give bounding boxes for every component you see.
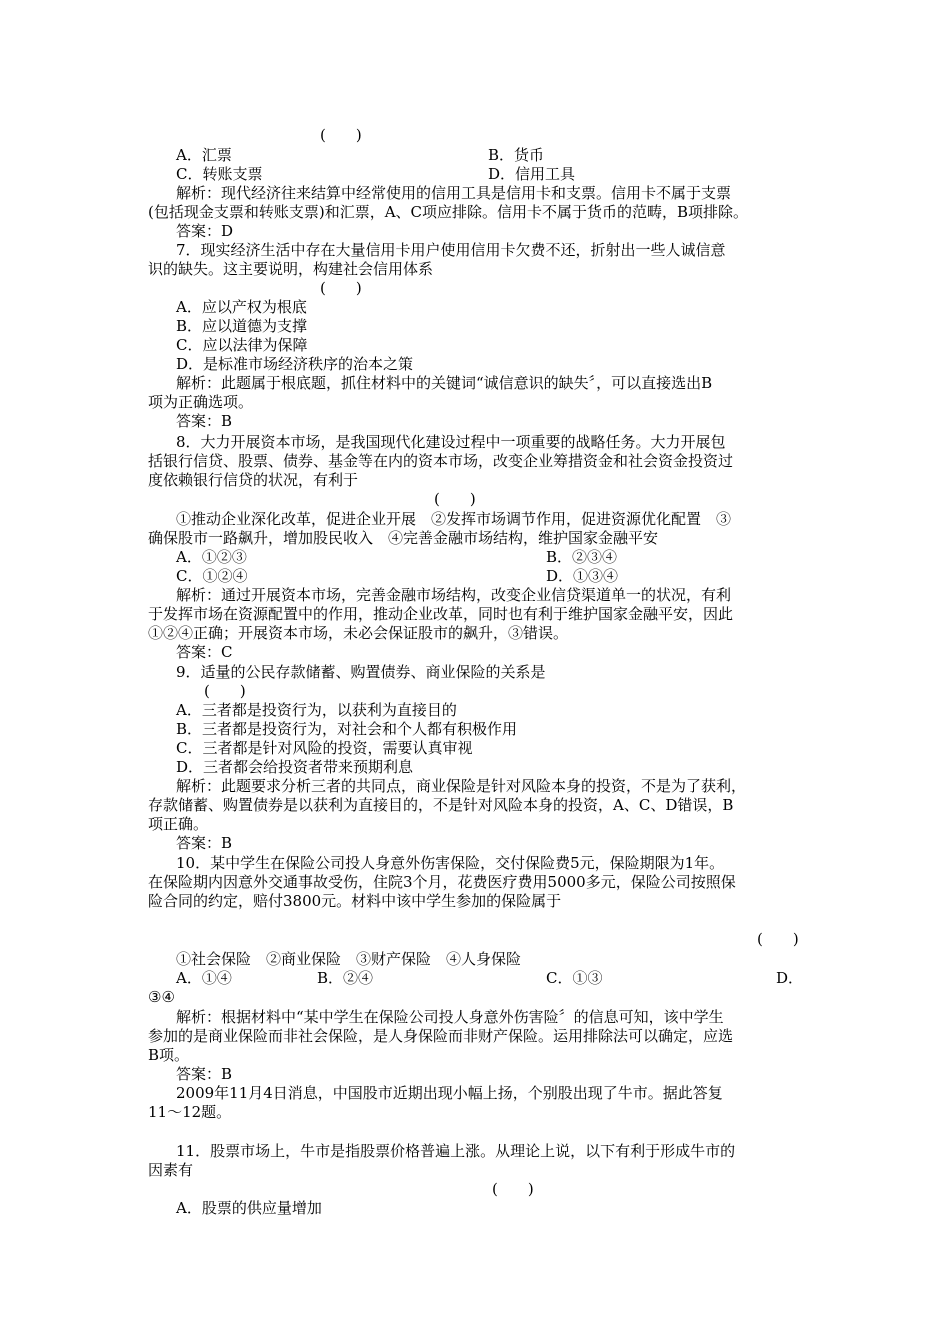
option-b: B．②④ [317, 969, 374, 987]
answer-bracket: ( ) [204, 682, 246, 700]
option-c: C．①③ [546, 969, 603, 987]
answer-bracket: ( ) [434, 490, 476, 508]
option-d: D．信用工具 [488, 165, 576, 183]
material-intro: 11～12题。 [148, 1103, 232, 1121]
question-10: 险合同的约定，赔付3800元。材料中该中学生参加的保险属于 [148, 892, 562, 910]
analysis-text: (包括现金支票和转账支票)和汇票，A、C项应排除。信用卡不属于货币的范畴，B项排除。 [148, 203, 749, 221]
option-a: A．①④ [176, 969, 232, 987]
option-a: A．汇票 [176, 146, 232, 164]
analysis-text: 项正确。 [148, 815, 209, 833]
question-8: 括银行信贷、股票、债券、基金等在内的资本市场，改变企业筹措资金和社会资金投资过 [148, 452, 734, 470]
answer-line: 答案：B [176, 834, 233, 852]
answer-line: 答案：B [176, 412, 233, 430]
answer-bracket: ( ) [492, 1180, 534, 1198]
answer-line: 答案：C [176, 643, 233, 661]
answer-bracket: ( ) [320, 126, 362, 144]
option-a: A．三者都是投资行为，以获利为直接目的 [176, 701, 457, 719]
option-b: B．应以道德为支撑 [176, 317, 308, 335]
material-intro: 2009年11月4日消息，中国股市近期出现小幅上扬，个别股出现了牛市。据此答复 [176, 1084, 723, 1102]
option-a: A．①②③ [176, 548, 247, 566]
question-9: 9．适量的公民存款储蓄、购置债券、商业保险的关系是 [176, 663, 546, 681]
question-10: 10．某中学生在保险公司投人身意外伤害保险，交付保险费5元，保险期限为1年。 [176, 854, 725, 872]
option-b: B．三者都是投资行为，对社会和个人都有积极作用 [176, 720, 518, 738]
statement-list: ①推动企业深化改革，促进企业开展 ②发挥市场调节作用，促进资源优化配置 ③ [176, 510, 732, 528]
question-8: 度依赖银行信贷的状况，有利于 [148, 471, 359, 489]
option-b: B．货币 [488, 146, 545, 164]
analysis-text: 解析：通过开展资本市场，完善金融市场结构，改变企业信贷渠道单一的状况，有利 [176, 586, 732, 604]
question-7: 7．现实经济生活中存在大量信用卡用户使用信用卡欠费不还，折射出一些人诚信意 [176, 241, 726, 259]
statement-list: ①社会保险 ②商业保险 ③财产保险 ④人身保险 [176, 950, 522, 968]
option-c: C．①②④ [176, 567, 248, 585]
option-d: D．三者都会给投资者带来预期利息 [176, 758, 414, 776]
option-d: D．①③④ [546, 567, 619, 585]
option-c: C．应以法律为保障 [176, 336, 308, 354]
analysis-text: 解析：根据材料中“某中学生在保险公司投人身意外伤害险〞的信息可知，该中学生 [176, 1008, 724, 1026]
answer-bracket: ( ) [320, 279, 362, 297]
answer-line: 答案：D [176, 222, 234, 240]
analysis-text: 解析：此题要求分析三者的共同点，商业保险是针对风险本身的投资，不是为了获利， [176, 777, 747, 795]
option-b: B．②③④ [546, 548, 618, 566]
option-d: D． [776, 969, 804, 987]
analysis-text: 存款储蓄、购置债券是以获利为直接目的，不是针对风险本身的投资，A、C、D错误，B [148, 796, 734, 814]
question-10: 在保险期内因意外交通事故受伤，住院3个月，花费医疗费用5000多元，保险公司按照保 [148, 873, 736, 891]
answer-bracket: ( ) [757, 930, 799, 948]
analysis-text: 于发挥市场在资源配置中的作用，推动企业改革，同时也有利于维护国家金融平安，因此 [148, 605, 734, 623]
question-11: 11．股票市场上，牛市是指股票价格普遍上涨。从理论上说，以下有利于形成牛市的 [176, 1142, 736, 1160]
answer-line: 答案：B [176, 1065, 233, 1083]
option-a: A．股票的供应量增加 [176, 1199, 322, 1217]
analysis-text: 解析：此题属于根底题，抓住材料中的关键词“诚信意识的缺失〞，可以直接选出B [176, 374, 713, 392]
analysis-text: 参加的是商业保险而非社会保险，是人身保险而非财产保险。运用排除法可以确定，应选 [148, 1027, 734, 1045]
question-7: 识的缺失。这主要说明，构建社会信用体系 [148, 260, 434, 278]
option-a: A．应以产权为根底 [176, 298, 307, 316]
analysis-text: 项为正确选项。 [148, 393, 254, 411]
analysis-text: B项。 [148, 1046, 190, 1064]
analysis-text: ①②④正确；开展资本市场，未必会保证股市的飙升，③错误。 [148, 624, 569, 642]
option-c: C．三者都是针对风险的投资，需要认真审视 [176, 739, 473, 757]
option-d: D．是标准市场经济秩序的治本之策 [176, 355, 414, 373]
analysis-text: 解析：现代经济往来结算中经常使用的信用工具是信用卡和支票。信用卡不属于支票 [176, 184, 732, 202]
question-11: 因素有 [148, 1161, 194, 1179]
question-8: 8．大力开展资本市场，是我国现代化建设过程中一项重要的战略任务。大力开展包 [176, 433, 726, 451]
option-d-continued: ③④ [148, 988, 175, 1006]
option-c: C．转账支票 [176, 165, 263, 183]
statement-list: 确保股市一路飙升，增加股民收入 ④完善金融市场结构，维护国家金融平安 [148, 529, 659, 547]
